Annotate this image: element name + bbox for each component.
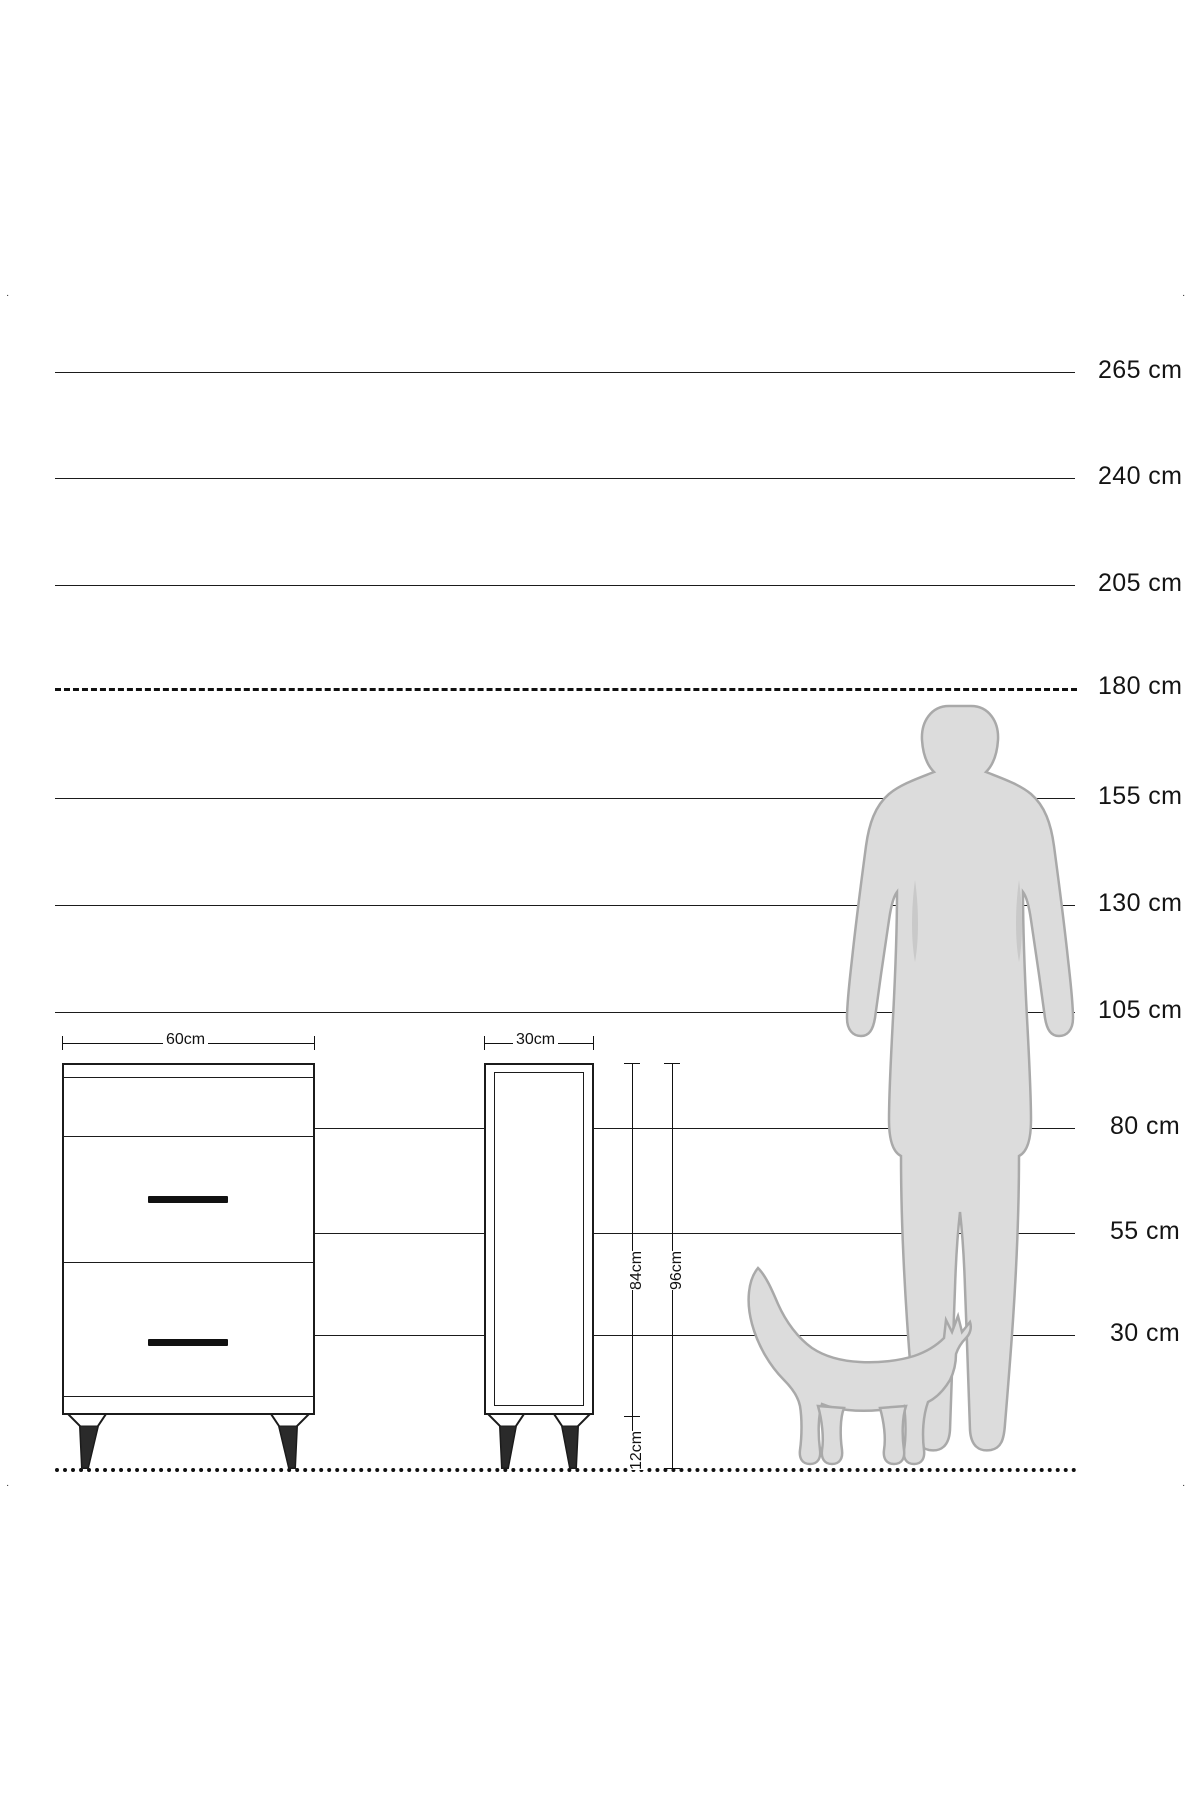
column-legs xyxy=(484,1414,594,1470)
registration-tick-top-right: · xyxy=(1182,290,1186,301)
cabinet-width-dim-tick-left xyxy=(62,1036,63,1050)
scale-line-265 xyxy=(55,372,1075,373)
registration-tick-bottom-right: · xyxy=(1182,1480,1186,1491)
height-96-label: 96cm xyxy=(668,1250,685,1290)
registration-tick-top-left: · xyxy=(6,290,10,301)
scale-line-240 xyxy=(55,478,1075,479)
height-84-label: 84cm xyxy=(628,1250,645,1290)
cabinet-width-dim-tick-right xyxy=(314,1036,315,1050)
height-96-tick-bottom xyxy=(664,1468,680,1469)
cat-silhouette xyxy=(740,1258,980,1473)
column-door-panel xyxy=(494,1072,584,1406)
scale-label-130: 130 cm xyxy=(1098,889,1183,917)
registration-tick-bottom-left: · xyxy=(6,1480,10,1491)
scale-label-265: 265 cm xyxy=(1098,356,1183,384)
height-84-dim-line xyxy=(632,1063,633,1416)
cabinet-width-label: 60cm xyxy=(163,1031,208,1049)
scale-label-105: 105 cm xyxy=(1098,996,1183,1024)
height-84-tick-top xyxy=(624,1063,640,1064)
column-width-dim-tick-left xyxy=(484,1036,485,1050)
height-96-tick-top xyxy=(664,1063,680,1064)
height-12-label: 12cm xyxy=(628,1430,645,1470)
scale-line-205 xyxy=(55,585,1075,586)
scale-label-205: 205 cm xyxy=(1098,569,1183,597)
cabinet-body xyxy=(62,1063,315,1415)
column-width-label: 30cm xyxy=(513,1031,558,1049)
column-width-dim-tick-right xyxy=(593,1036,594,1050)
cabinet-bottom-panel-line xyxy=(64,1396,313,1397)
cabinet-drawer-handle-lower[interactable] xyxy=(148,1339,228,1346)
scale-label-155: 155 cm xyxy=(1098,782,1183,810)
scale-label-240: 240 cm xyxy=(1098,462,1183,490)
scale-label-30: 30 cm xyxy=(1110,1319,1181,1347)
scale-line-180 xyxy=(55,688,1077,691)
cabinet-open-shelf-line xyxy=(64,1136,313,1137)
cabinet-top-panel-line xyxy=(64,1077,313,1078)
scale-label-55: 55 cm xyxy=(1110,1217,1181,1245)
scale-label-180: 180 cm xyxy=(1098,672,1183,700)
cabinet-drawer-divider-line xyxy=(64,1262,313,1263)
scale-label-80: 80 cm xyxy=(1110,1112,1181,1140)
cabinet-legs xyxy=(62,1414,315,1470)
cabinet-drawer-handle-upper[interactable] xyxy=(148,1196,228,1203)
